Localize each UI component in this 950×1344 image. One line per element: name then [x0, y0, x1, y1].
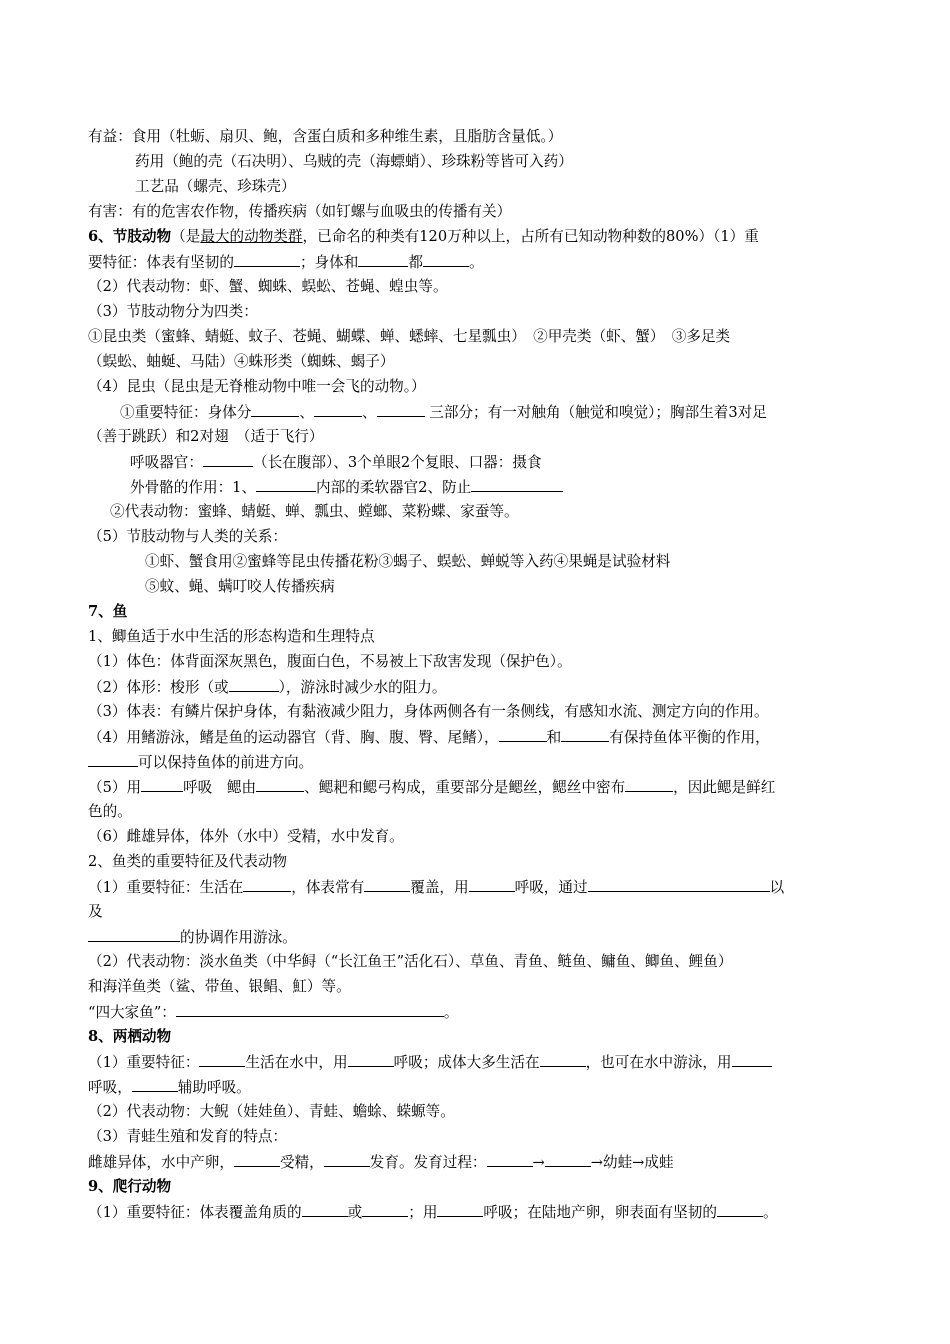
line-text: 呼吸 鳃由 [183, 779, 257, 796]
text-line [88, 527, 287, 547]
line-text: 内部的柔软器官2、防止 [316, 479, 472, 496]
text-line [88, 977, 351, 997]
line-text: 和海洋鱼类（鲨、带鱼、银鲳、魟）等。 [88, 978, 351, 995]
section-heading-reptiles [88, 1177, 171, 1197]
text-line [120, 402, 767, 423]
line-text: ，体表常有 [291, 879, 365, 896]
line-text: 1、鲫鱼适于水中生活的形态构造和生理特点 [88, 628, 375, 645]
text-line [88, 752, 313, 773]
section-title: 8、两栖动物 [88, 1028, 172, 1045]
blank[interactable] [302, 1202, 348, 1217]
line-text: （蜈蚣、蚰蜒、马陆）④蛛形类（蜘蛛、蝎子） [88, 353, 395, 370]
blank[interactable] [132, 1077, 178, 1092]
line-text: 有害：有的危害农作物，传播疾病（如钉螺与血吸虫的传播有关） [88, 203, 512, 220]
line-text: （6）雌雄异体，体外（水中）受精，水中发育。 [88, 828, 404, 845]
blank[interactable] [717, 1202, 763, 1217]
text-line [88, 952, 732, 972]
blank[interactable] [364, 877, 410, 892]
line-text: （1）重要特征： [88, 1054, 200, 1071]
text-line [88, 1202, 778, 1223]
line-text: 色的。 [88, 803, 132, 820]
line-text: 呼吸器官： [130, 454, 203, 471]
blank[interactable] [377, 402, 425, 417]
line-text: 受精， [279, 1154, 324, 1171]
line-text: 三部分；有一对触角（触觉和嗅觉）；胸部生着3对足 [429, 404, 767, 421]
blank[interactable] [358, 252, 408, 267]
line-text: 有益：食用（牡蛎、扇贝、鲍，含蛋白质和多种维生素，且脂肪含量低。） [88, 128, 563, 145]
blank[interactable] [176, 1002, 444, 1017]
line-text: （2）代表动物：大鲵（娃娃鱼）、青蛙、蟾蜍、蝾螈等。 [88, 1103, 455, 1120]
line-text: ①虾、蟹食用②蜜蜂等昆虫传播花粉③蝎子、蜈蚣、蝉蜕等入药④果蝇是试验材料 [145, 553, 671, 570]
blank[interactable] [487, 1152, 533, 1167]
line-text: 。 [443, 1004, 459, 1021]
blank[interactable] [229, 677, 279, 692]
line-text: （善于跳跃）和2对翅 （适于飞行） [88, 428, 324, 445]
line-text: 药用（鲍的壳（石决明）、乌贼的壳（海螵蛸）、珍珠粉等皆可入药） [135, 153, 573, 170]
blank[interactable] [88, 927, 180, 942]
line-text: 呼吸， [88, 1079, 132, 1096]
blank[interactable] [561, 727, 609, 742]
text-line [88, 927, 297, 948]
line-text: 生活在水中，用 [245, 1054, 348, 1071]
line-text: 。 [762, 1204, 778, 1221]
line-text: 呼吸；在陆地产卵，卵表面有坚韧的 [483, 1204, 717, 1221]
text-line [88, 1077, 251, 1098]
text-line [135, 177, 296, 197]
text-line [88, 202, 511, 222]
blank[interactable] [203, 452, 253, 467]
text-line [88, 277, 448, 297]
line-text: （4）昆虫（昆虫是无脊椎动物中唯一会飞的动物。） [88, 378, 426, 395]
line-text: （5）用 [88, 779, 142, 796]
line-text: ①重要特征：身体分 [120, 404, 252, 421]
blank[interactable] [314, 402, 362, 417]
text-line [88, 352, 394, 372]
text-line [145, 577, 335, 597]
text-line [145, 552, 670, 572]
blank[interactable] [348, 1052, 394, 1067]
section-title: 9、爬行动物 [88, 1178, 172, 1195]
text-line [88, 1002, 459, 1023]
text-line [88, 627, 375, 647]
line-text: ⑤蚊、蝇、螨叮咬人传播疾病 [145, 578, 335, 595]
line-text: （1）重要特征：体表覆盖角质的 [88, 1204, 302, 1221]
line-text: “四大家鱼”： [88, 1004, 176, 1021]
text-line [130, 452, 542, 473]
line-text: 2、鱼类的重要特征及代表动物 [88, 853, 288, 870]
section-title: 6、节肢动物 [88, 228, 172, 245]
blank[interactable] [362, 1202, 408, 1217]
blank[interactable] [256, 777, 304, 792]
line-text: 、 [361, 404, 377, 421]
text-line [88, 902, 103, 922]
line-text: ①昆虫类（蜜蜂、蜻蜓、蚊子、苍蝇、蝴蝶、蝉、蟋蟀、七星瓢虫） ②甲壳类（虾、蟹） ③多足类 [88, 328, 731, 345]
line-text: ；身体和 [299, 254, 359, 271]
text-line [88, 802, 132, 822]
line-text: 要特征：体表有坚韧的 [88, 254, 234, 271]
line-text: （1）体色：体背面深灰黑色，腹面白色，不易被上下敌害发现（保护色）。 [88, 653, 572, 670]
line-text: 、鳃耙和鳃弓构成，重要部分是鳃丝，鳃丝中密布 [304, 779, 626, 796]
section-heading-arthropods [88, 227, 759, 247]
line-text: 覆盖，用 [410, 879, 469, 896]
line-text: ，已命名的种类有120万种以上，占所有已知动物种数的80%）（1）重 [302, 228, 759, 245]
line-text: 或 [347, 1204, 363, 1221]
line-text: 的协调作用游泳。 [180, 929, 297, 946]
blank[interactable] [88, 752, 138, 767]
line-text: 发育。发育过程： [369, 1154, 487, 1171]
blank[interactable] [588, 877, 770, 892]
blank[interactable] [625, 777, 673, 792]
line-text: （是 [171, 228, 201, 245]
line-text: 及 [88, 903, 103, 920]
line-text: 呼吸；成体大多生活在 [393, 1054, 540, 1071]
text-line [88, 1052, 772, 1073]
line-text: 。 [468, 254, 484, 271]
line-text: 呼吸，通过 [514, 879, 588, 896]
text-line [88, 1127, 287, 1147]
text-line [130, 477, 563, 498]
text-line [88, 377, 426, 397]
blank[interactable] [540, 1052, 586, 1067]
line-text: ②代表动物：蜜蜂、蜻蜓、蝉、瓢虫、螳螂、菜粉蝶、家蚕等。 [110, 503, 519, 520]
text-line [88, 1152, 674, 1173]
line-text: （5）节肢动物与人类的关系： [88, 528, 288, 545]
text-line [88, 1102, 455, 1122]
text-line [88, 652, 572, 672]
line-text: （4）用鳍游泳，鳍是鱼的运动器官（背、胸、腹、臀、尾鳍）， [88, 729, 499, 746]
text-line [88, 302, 258, 322]
blank[interactable] [423, 252, 469, 267]
underlined-text: 最大的动物类群 [200, 228, 303, 245]
text-line [88, 127, 562, 147]
blank[interactable] [499, 727, 547, 742]
line-text: （长在腹部）、3个单眼2个复眼、口器：摄食 [252, 454, 542, 471]
text-line [88, 427, 324, 447]
blank[interactable] [251, 402, 299, 417]
blank[interactable] [199, 1052, 245, 1067]
line-text: 以 [769, 879, 785, 896]
blank[interactable] [256, 477, 316, 492]
blank[interactable] [545, 1152, 591, 1167]
line-text: （2）代表动物：淡水鱼类（中华鲟（“长江鱼王”活化石）、草鱼、青鱼、鲢鱼、鳙鱼、鲫鱼、鲤鱼） [88, 953, 733, 970]
blank[interactable] [141, 777, 183, 792]
blank[interactable] [234, 252, 300, 267]
blank[interactable] [469, 877, 515, 892]
line-text: 辅助呼吸。 [177, 1079, 251, 1096]
line-text: 都 [408, 254, 423, 271]
line-text: 有保持鱼体平衡的作用， [609, 729, 770, 746]
arrow-glyph: → [532, 1154, 545, 1171]
line-text: （3）体表：有鳞片保护身体，有黏液减少阻力，身体两侧各有一条侧线，有感知水流、测定方向的作用。 [88, 703, 769, 720]
text-line [88, 877, 784, 898]
text-line [110, 502, 519, 522]
line-text: （2）代表动物：虾、蟹、蜘蛛、蜈蚣、苍蝇、蝗虫等。 [88, 278, 448, 295]
text-line [88, 677, 446, 698]
blank[interactable] [243, 877, 291, 892]
blank[interactable] [234, 1152, 280, 1167]
section-heading-fish [88, 602, 127, 622]
line-text: 工艺品（螺壳、珍珠壳） [135, 178, 296, 195]
text-line [88, 827, 404, 847]
line-text: 和 [546, 729, 562, 746]
line-text: 、 [299, 404, 314, 421]
line-text: （1）重要特征：生活在 [88, 879, 244, 896]
blank[interactable] [437, 1202, 483, 1217]
text-line [88, 252, 484, 273]
line-text: （3）青蛙生殖和发育的特点： [88, 1128, 288, 1145]
blank[interactable] [732, 1052, 772, 1067]
blank[interactable] [324, 1152, 370, 1167]
text-line [88, 852, 287, 872]
line-text: 外骨骼的作用：1、 [130, 479, 257, 496]
line-text: ；用 [408, 1204, 438, 1221]
text-line [88, 727, 770, 748]
section-title: 7、鱼 [88, 603, 128, 620]
text-line [135, 152, 573, 172]
text-line [88, 702, 769, 722]
text-line [88, 777, 775, 798]
blank[interactable] [471, 477, 563, 492]
line-text: 可以保持鱼体的前进方向。 [138, 754, 314, 771]
line-text: ，因此鳃是鲜红 [673, 779, 776, 796]
line-text: →幼蛙→成蛙 [590, 1154, 674, 1171]
text-line [88, 327, 730, 347]
line-text: 雌雄异体，水中产卵， [88, 1154, 234, 1171]
line-text: （2）体形：梭形（或 [88, 679, 229, 696]
line-text: （3）节肢动物分为四类： [88, 303, 258, 320]
line-text: ，也可在水中游泳，用 [585, 1054, 732, 1071]
section-heading-amphibians [88, 1027, 171, 1047]
line-text: ），游泳时减少水的阻力。 [278, 679, 447, 696]
